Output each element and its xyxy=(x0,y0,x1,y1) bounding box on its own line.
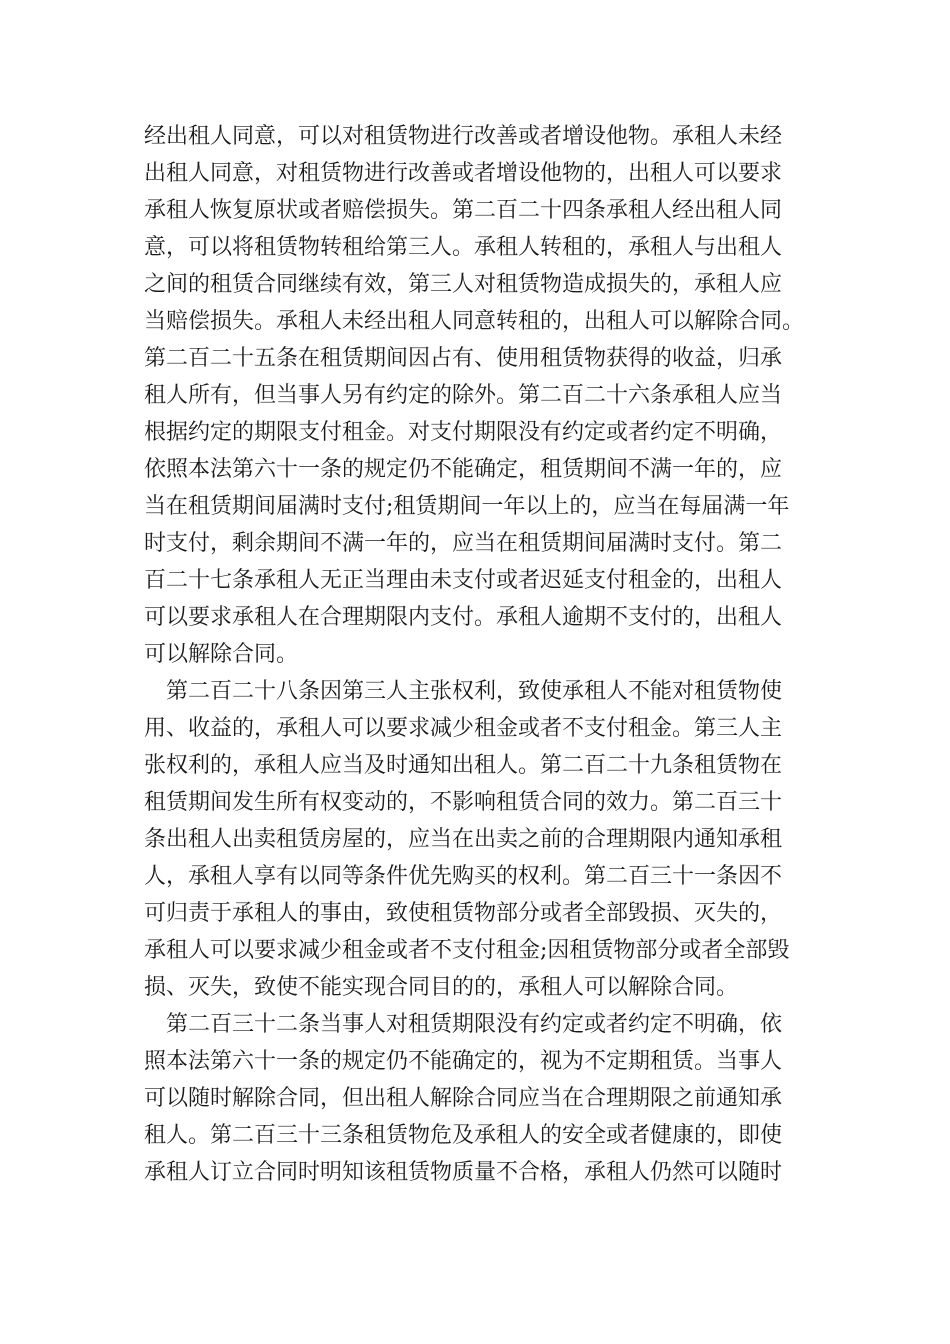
text-line: 依照本法第六十一条的规定仍不能确定，租赁期间不满一年的，应 xyxy=(144,457,783,482)
text-line: 时支付，剩余期间不满一年的，应当在租赁期间届满时支付。第二 xyxy=(144,531,783,556)
text-line: 经出租人同意，可以对租赁物进行改善或者增设他物。承租人未经 xyxy=(144,124,783,149)
text-line: 照本法第六十一条的规定仍不能确定的，视为不定期租赁。当事人 xyxy=(144,1049,783,1074)
text-line: 第二百二十五条在租赁期间因占有、使用租赁物获得的收益，归承 xyxy=(144,346,783,371)
text-line: 意，可以将租赁物转租给第三人。承租人转租的，承租人与出租人 xyxy=(144,235,783,260)
text-line: 承租人可以要求减少租金或者不支付租金;因租赁物部分或者全部毁 xyxy=(144,938,790,963)
text-line: 租人所有，但当事人另有约定的除外。第二百二十六条承租人应当 xyxy=(144,383,783,408)
text-line: 第二百三十二条当事人对租赁期限没有约定或者约定不明确，依 xyxy=(166,1012,783,1037)
text-line: 承租人恢复原状或者赔偿损失。第二百二十四条承租人经出租人同 xyxy=(144,198,783,223)
text-line: 损、灭失，致使不能实现合同目的的，承租人可以解除合同。 xyxy=(144,975,739,1000)
text-line: 可以要求承租人在合理期限内支付。承租人逾期不支付的，出租人 xyxy=(144,605,783,630)
text-line: 可归责于承租人的事由，致使租赁物部分或者全部毁损、灭失的， xyxy=(144,901,783,926)
text-line: 出租人同意，对租赁物进行改善或者增设他物的，出租人可以要求 xyxy=(144,161,783,186)
text-line: 百二十七条承租人无正当理由未支付或者迟延支付租金的，出租人 xyxy=(144,568,783,593)
text-line: 租赁期间发生所有权变动的，不影响租赁合同的效力。第二百三十 xyxy=(144,790,783,815)
text-line: 可以解除合同。 xyxy=(144,642,299,667)
text-line: 当赔偿损失。承租人未经出租人同意转租的，出租人可以解除合同。 xyxy=(144,309,805,334)
text-line: 租人。第二百三十三条租赁物危及承租人的安全或者健康的，即使 xyxy=(144,1123,783,1148)
text-line: 可以随时解除合同，但出租人解除合同应当在合理期限之前通知承 xyxy=(144,1086,783,1111)
text-line: 承租人订立合同时明知该租赁物质量不合格，承租人仍然可以随时 xyxy=(144,1160,783,1185)
text-line: 人，承租人享有以同等条件优先购买的权利。第二百三十一条因不 xyxy=(144,864,783,889)
text-line: 张权利的，承租人应当及时通知出租人。第二百二十九条租赁物在 xyxy=(144,753,783,778)
text-line: 当在租赁期间届满时支付;租赁期间一年以上的，应当在每届满一年 xyxy=(144,494,790,519)
document-body xyxy=(144,118,834,1191)
text-line: 根据约定的期限支付租金。对支付期限没有约定或者约定不明确， xyxy=(144,420,783,445)
text-line: 之间的租赁合同继续有效，第三人对租赁物造成损失的，承租人应 xyxy=(144,272,783,297)
text-line: 条出租人出卖租赁房屋的，应当在出卖之前的合理期限内通知承租 xyxy=(144,827,783,852)
text-line: 用、收益的，承租人可以要求减少租金或者不支付租金。第三人主 xyxy=(144,716,783,741)
text-line: 第二百二十八条因第三人主张权利，致使承租人不能对租赁物使 xyxy=(166,679,783,704)
